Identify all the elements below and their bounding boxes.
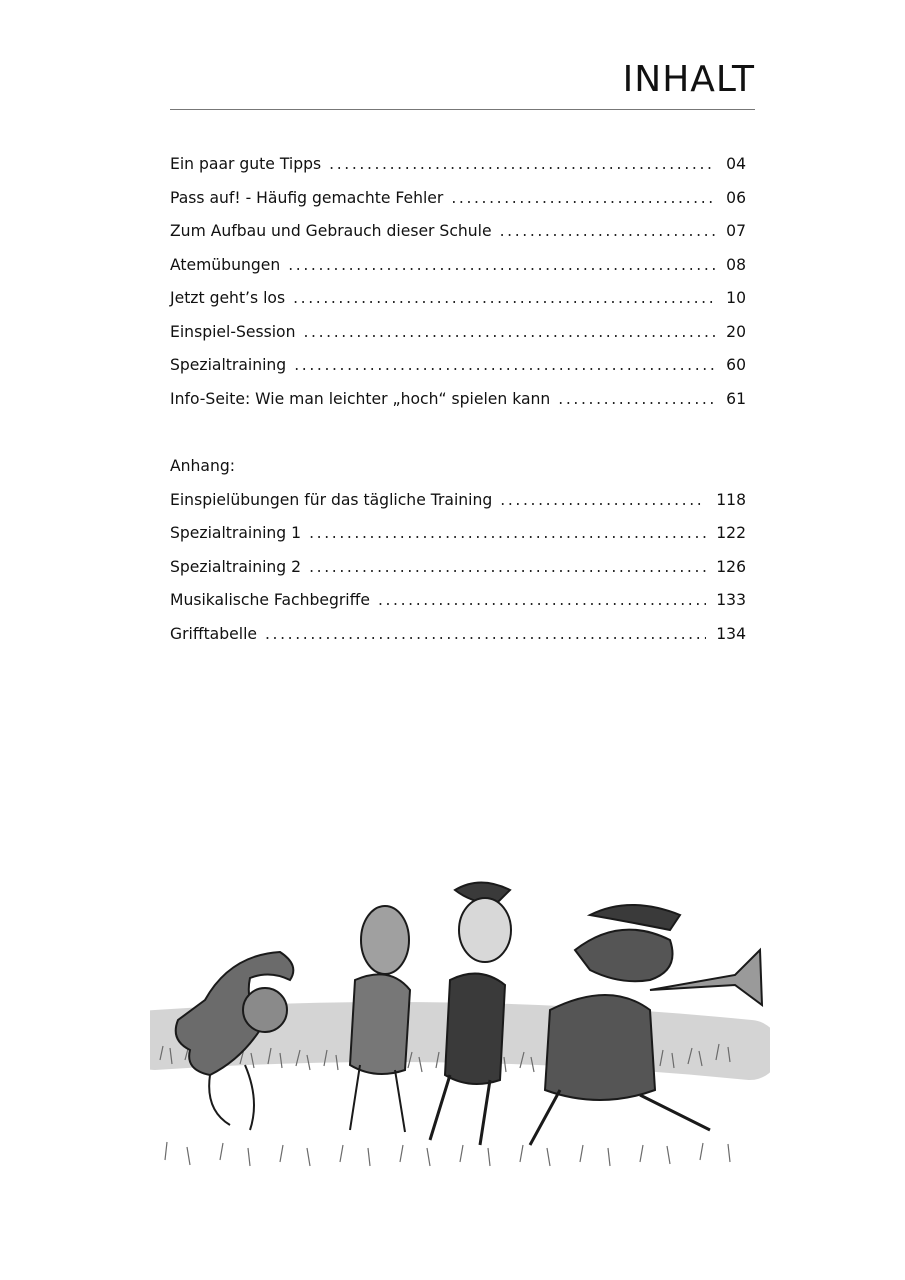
appendix-entry[interactable] [170, 586, 746, 620]
appendix-entry[interactable] [170, 553, 746, 587]
page-title: INHALT [622, 59, 755, 100]
appendix-heading: Anhang: [170, 457, 236, 475]
dot-leader [309, 519, 706, 547]
appendix-entry[interactable] [170, 519, 746, 553]
evolution-trumpet-illustration-icon [150, 860, 770, 1180]
appendix-entry-label: Einspielübungen für das tägliche Training [170, 490, 493, 509]
toc-entry-label: Atemübungen [170, 255, 281, 274]
toc-entry-page: 20 [726, 322, 746, 341]
toc-entry-page: 61 [726, 389, 746, 408]
toc-entry-page: 60 [726, 356, 746, 374]
toc-entry[interactable] [170, 318, 746, 352]
title-divider [170, 109, 755, 110]
toc-entry-label: Info-Seite: Wie man leichter „hoch“ spielen kann [170, 389, 551, 408]
toc-entry-label: Ein paar gute Tipps [170, 155, 322, 173]
early-human-figure [350, 906, 410, 1132]
toc-entry-page: 04 [726, 155, 746, 173]
toc-entry[interactable] [170, 284, 746, 318]
dot-leader [500, 486, 706, 514]
dot-leader [378, 586, 706, 614]
toc-entry-label: Einspiel-Session [170, 322, 296, 341]
toc-entry[interactable] [170, 217, 746, 251]
toc-entry-page: 06 [726, 188, 746, 207]
toc-entry-label: Pass auf! - Häufig gemachte Fehler [170, 188, 444, 207]
toc-entry[interactable] [170, 385, 746, 419]
dot-leader [451, 184, 716, 212]
toc-entry-page: 10 [726, 289, 746, 307]
dot-leader [500, 217, 717, 245]
toc-entry[interactable] [170, 150, 746, 184]
dot-leader [558, 385, 716, 413]
toc-entry-label: Jetzt geht’s los [170, 289, 286, 307]
dot-leader [303, 318, 716, 346]
appendix-entry-label: Grifftabelle [170, 624, 257, 643]
dot-leader [294, 351, 716, 379]
dot-leader [309, 553, 706, 581]
toc-entry-label: Zum Aufbau und Gebrauch dieser Schule [170, 222, 492, 240]
appendix-entry-page: 118 [716, 490, 746, 509]
appendix-entry[interactable] [170, 486, 746, 520]
toc-entry[interactable] [170, 351, 746, 385]
toc-entry[interactable] [170, 184, 746, 218]
table-of-contents [170, 150, 746, 653]
toc-entry-page: 07 [726, 222, 746, 240]
dot-leader [329, 150, 716, 178]
toc-entry-page: 08 [726, 255, 746, 274]
toc-entry[interactable] [170, 251, 746, 285]
toc-entry-label: Spezialtraining [170, 356, 287, 374]
appendix-entry-page: 134 [716, 624, 746, 643]
appendix-entry[interactable] [170, 620, 746, 654]
dot-leader [288, 251, 716, 279]
appendix-entry-page: 126 [716, 557, 746, 576]
appendix-entry-label: Spezialtraining 1 [170, 524, 302, 542]
appendix-entry-label: Musikalische Fachbegriffe [170, 591, 370, 609]
appendix-entry-page: 133 [716, 591, 746, 609]
appendix-entry-page: 122 [716, 524, 746, 542]
appendix-entry-label: Spezialtraining 2 [170, 557, 302, 576]
dot-leader [293, 284, 716, 312]
dot-leader [265, 620, 706, 648]
